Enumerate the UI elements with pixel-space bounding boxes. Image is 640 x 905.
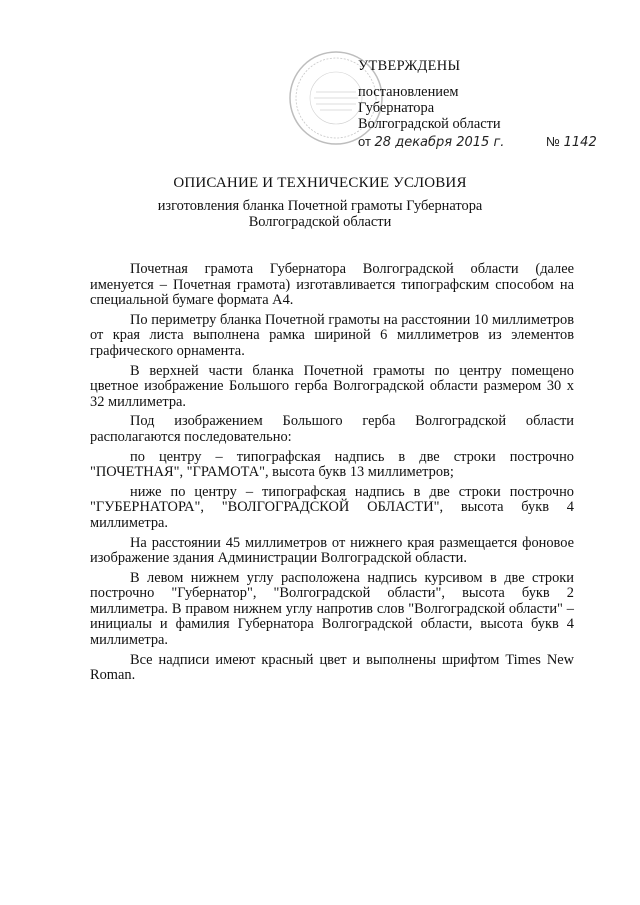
decree-date-line <box>358 134 598 150</box>
paragraph-4: Под изображением Большого герба Волгоградской области располагаются последовательно: <box>90 413 574 445</box>
document-title: ОПИСАНИЕ И ТЕХНИЧЕСКИЕ УСЛОВИЯ <box>173 175 467 191</box>
approval-line-decree: постановлением <box>358 84 459 100</box>
decree-number: 1142 <box>563 135 597 150</box>
paragraph-9: Все надписи имеют красный цвет и выполнены шрифтом Times New Roman. <box>90 651 574 684</box>
approval-block <box>358 58 598 132</box>
decree-date: 28 декабря 2015 г. <box>374 135 505 150</box>
paragraph-7: На расстоянии 45 миллиметров от нижнего края размещается фоновое изображение здания Администрации Волгоградской области. <box>90 534 574 567</box>
approval-line-governor: Губернатора <box>358 100 435 116</box>
approval-line-region: Волгоградской области <box>358 116 501 132</box>
subtitle-line-2: Волгоградской области <box>248 214 392 230</box>
paragraph-8: В левом нижнем углу расположена надпись курсивом в две строки построчно "Губернатор", "Волгоградской области", высота букв 2 миллиметра. В правом нижнем углу напротив слов "Волгоградской области" – инициалы и фамилия Губернатора Волгоградской области, высота букв 4 миллиметра. <box>90 569 574 649</box>
document-body <box>90 262 574 688</box>
paragraph-2: По периметру бланка Почетной грамоты на расстоянии 10 миллиметров от края листа выполнена рамка шириной 6 миллиметров из элементов графического орнамента. <box>90 311 574 359</box>
paragraph-1: Почетная грамота Губернатора Волгоградской области (далее именуется – Почетная грамота) изготавливается типографским способом на специальной бумаге формата А4. <box>90 261 574 309</box>
approval-heading: УТВЕРЖДЕНЫ <box>358 58 461 74</box>
document-subtitle <box>0 198 640 230</box>
paragraph-3: В верхней части бланка Почетной грамоты по центру помещено цветное изображение Большого герба Волгоградской области размером 30 х 32 миллиметра. <box>90 362 574 410</box>
subtitle-line-1: изготовления бланка Почетной грамоты Губернатора <box>157 198 483 214</box>
paragraph-6: ниже по центру – типографская надпись в две строки построчно "ГУБЕРНАТОРА", "ВОЛГОГРАДСКОЙ ОБЛАСТИ", высота букв 4 миллиметра. <box>90 483 574 531</box>
date-prefix: от <box>358 134 371 149</box>
paragraph-5: по центру – типографская надпись в две строки построчно "ПОЧЕТНАЯ", "ГРАМОТА", высота букв 13 миллиметров; <box>90 448 574 481</box>
decree-number-label: № <box>546 134 560 149</box>
